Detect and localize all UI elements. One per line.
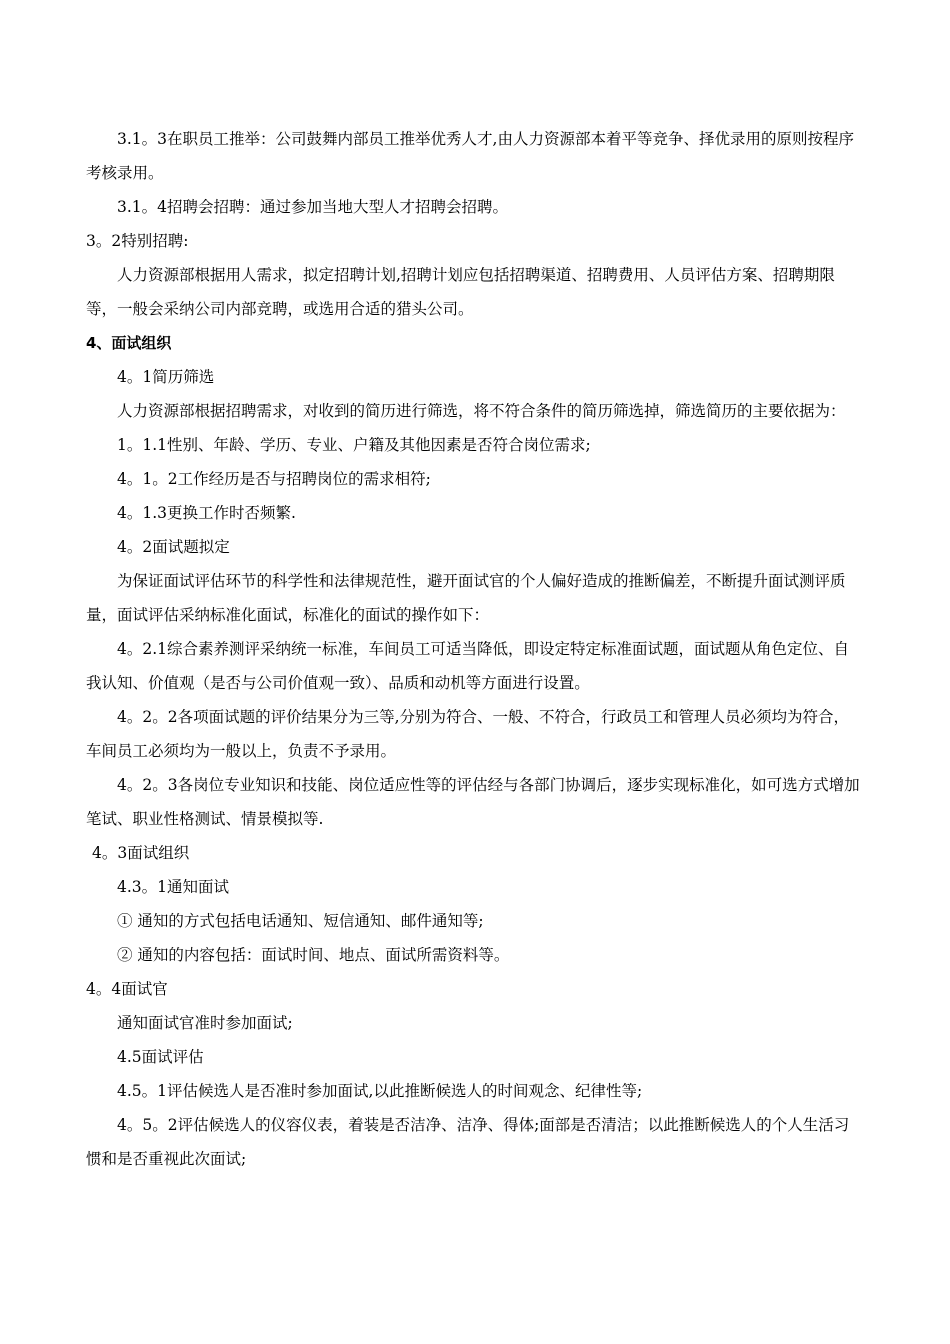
- paragraph-4-5-1: 4.5。1评估候选人是否准时参加面试,以此推断候选人的时间观念、纪律性等;: [117, 1082, 643, 1100]
- section-4-2-title: 4。2面试题拟定: [117, 538, 230, 556]
- section-4-1-title: 4。1简历筛选: [117, 368, 215, 386]
- paragraph-4-2-1: 4。2.1综合素养测评采纳统一标准，车间员工可适当降低，即设定特定标准面试题，面试题从角色定位、自我认知、价值观（是否与公司价值观一致）、品质和动机等方面进行设置。: [86, 640, 850, 692]
- list-item-notify-method: ① 通知的方式包括电话通知、短信通知、邮件通知等;: [117, 912, 484, 930]
- paragraph-4-2-3: 4。2。3各岗位专业知识和技能、岗位适应性等的评估经与各部门协调后，逐步实现标准化，如可选方式增加笔试、职业性格测试、情景模拟等.: [86, 776, 860, 828]
- paragraph-3-2-body: 人力资源部根据用人需求，拟定招聘计划,招聘计划应包括招聘渠道、招聘费用、人员评估方案、招聘期限等，一般会采纳公司内部竞聘，或选用合适的猎头公司。: [86, 266, 835, 318]
- section-4-3-title: 4。3面试组织: [92, 844, 190, 862]
- paragraph-4-1-1: 1。1.1性别、年龄、学历、专业、户籍及其他因素是否符合岗位需求;: [117, 436, 591, 454]
- section-4-heading: 4、面试组织: [86, 334, 172, 352]
- section-3-2-title: 3。2特别招聘:: [86, 232, 189, 250]
- paragraph-4-2-body: 为保证面试评估环节的科学性和法律规范性，避开面试官的个人偏好造成的推断偏差，不断提升面试测评质量，面试评估采纳标准化面试，标准化的面试的操作如下：: [86, 572, 846, 624]
- section-4-4-title: 4。4面试官: [86, 980, 168, 998]
- paragraph-4-1-2: 4。1。2工作经历是否与招聘岗位的需求相符;: [117, 470, 431, 488]
- paragraph-4-3-1: 4.3。1通知面试: [117, 878, 230, 896]
- paragraph-4-4-body: 通知面试官准时参加面试;: [117, 1014, 293, 1032]
- paragraph-3-1-3: 3.1。3在职员工推举：公司鼓舞内部员工推举优秀人才,由人力资源部本着平等竞争、择优录用的原则按程序考核录用。: [86, 130, 854, 182]
- list-item-notify-content: ② 通知的内容包括：面试时间、地点、面试所需资料等。: [117, 946, 510, 964]
- paragraph-4-1-3: 4。1.3更换工作时否频繁.: [117, 504, 296, 522]
- paragraph-4-1-body: 人力资源部根据招聘需求，对收到的简历进行筛选，将不符合条件的简历筛选掉，筛选简历的主要依据为：: [117, 402, 846, 420]
- document-page: [86, 122, 864, 1176]
- paragraph-4-2-2: 4。2。2各项面试题的评价结果分为三等,分别为符合、一般、不符合，行政员工和管理人员必须均为符合，车间员工必须均为一般以上，负责不予录用。: [86, 708, 850, 760]
- paragraph-3-1-4: 3.1。4招聘会招聘：通过参加当地大型人才招聘会招聘。: [117, 198, 509, 216]
- paragraph-4-5-2: 4。5。2评估候选人的仪容仪表，着装是否洁净、洁净、得体;面部是否清洁；以此推断候选人的个人生活习惯和是否重视此次面试;: [86, 1116, 850, 1168]
- section-4-5-title: 4.5面试评估: [117, 1048, 204, 1066]
